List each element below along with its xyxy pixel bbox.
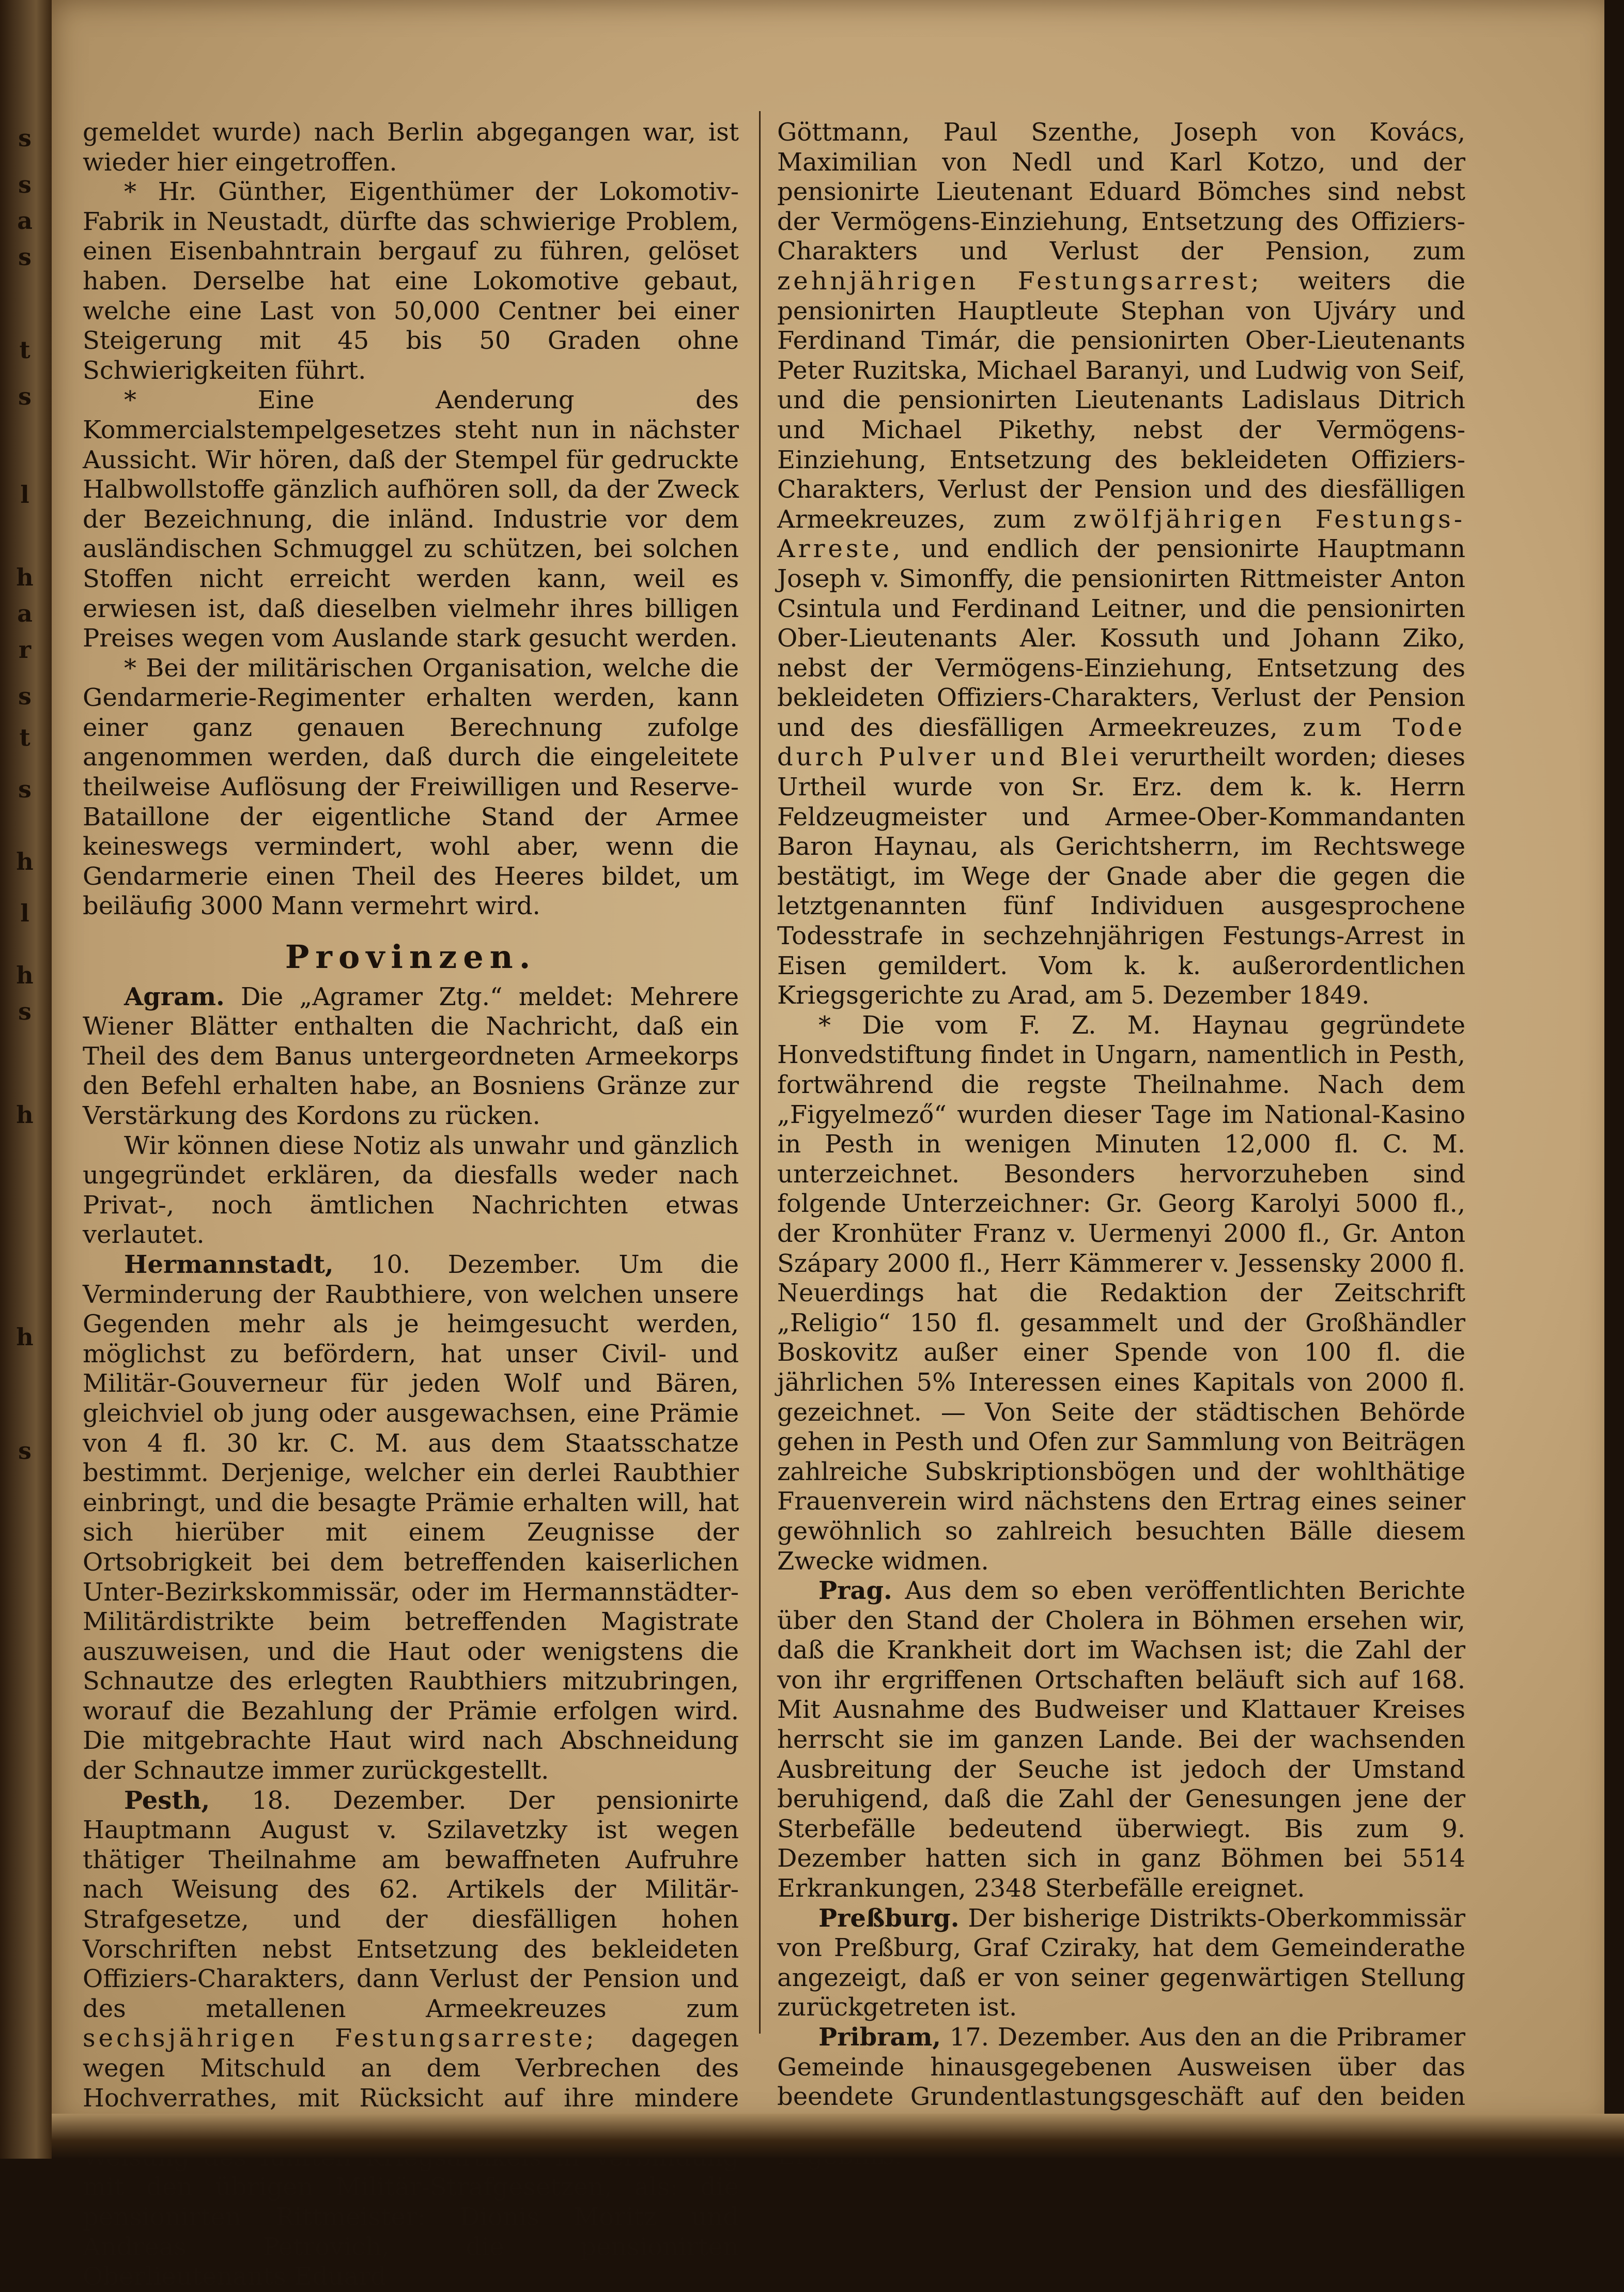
margin-fragment: s bbox=[18, 682, 32, 710]
margin-fragment: s bbox=[18, 243, 32, 271]
place-name: Pesth, bbox=[124, 1786, 210, 1815]
place-name: Agram. bbox=[124, 982, 225, 1011]
paragraph-text: dagegen wegen Mitschuld an dem Verbrechen des Hochverrathes, mit Rücksicht auf ihre mindere mit den übrigen Militär-Strafgesetzen, als: die pensionirten Rittmeister: Dionis Moritz und Andreas Petrovich, die pensionirten Oberlieutenants Eduard bbox=[83, 2024, 739, 2291]
margin-fragment: t bbox=[19, 336, 30, 364]
margin-fragment: l bbox=[20, 899, 29, 927]
paragraph: * Bei der militärischen Organisation, welche die Gendarmerie-Regimenter erhalten werden, kann einer ganz genauen Berechnung zufolge angenommen werden, daß durch die eingeleitete theilweise Auflösung der Freiwilligen und Reserve-Bataillone der eigentliche Stand der Armee keineswegs vermindert, wohl aber, wenn die Gendarmerie einen Theil des Heeres bildet, um beiläufig 3000 Mann vermehrt wird. bbox=[83, 653, 739, 921]
margin-fragment: s bbox=[18, 1437, 32, 1465]
paragraph bbox=[83, 982, 739, 1131]
place-name: Hermannstadt, bbox=[124, 1250, 334, 1279]
paragraph: Wir können diese Notiz als unwahr und gänzlich ungegründet erklären, da diesfalls weder nach Privat-, noch ämtlichen Nachrichten etwas verlautet. bbox=[83, 1131, 739, 1250]
margin-fragment: r bbox=[18, 636, 32, 664]
margin-fragment: h bbox=[16, 1101, 34, 1129]
section-heading: Provinzen. bbox=[285, 938, 537, 976]
paragraph: * Hr. Günther, Eigenthümer der Lokomotiv-Fabrik in Neustadt, dürfte das schwierige Problem, einen Eisenbahntrain bergauf zu führen, gelöset haben. Derselbe hat eine Lokomotive gebaut, welche eine Last von 50,000 Centner bei einer Steigerung mit 45 bis 50 Graden ohne Schwierigkeiten führt. bbox=[83, 177, 739, 385]
margin-fragment: l bbox=[20, 481, 29, 509]
margin-fragment: s bbox=[18, 997, 32, 1025]
margin-fragment: h bbox=[16, 563, 34, 591]
paragraph bbox=[777, 1904, 1465, 2023]
margin-fragment: s bbox=[18, 382, 32, 410]
paragraph-text: verurtheilt worden; dieses Urtheil wurde von Sr. Erz. dem k. k. Herrn Feldzeugmeister und Armee-Ober-Kommandanten Baron Haynau, als Gerichtsherrn, im Rechtswege bestätigt, im Wege der Gnade aber die gegen die letztgenannten fünf Individuen ausgesprochene Todesstrafe in sechzehnjährigen Festungs-Arrest in Eisen gemildert. Vom k. k. außerordentlichen Kriegsgerichte zu Arad, am 5. Dezember 1849. bbox=[777, 743, 1465, 1010]
sentence-spaced: zehnjährigen Festungsarrest; bbox=[777, 266, 1262, 296]
margin-fragment: a bbox=[17, 599, 33, 627]
margin-fragment: a bbox=[17, 207, 33, 235]
column-divider bbox=[759, 111, 761, 2034]
paragraph-text: 17. Dezember. Aus den an die Pribramer Gemeinde hinausgegebenen Ausweisen über das beendete Grundentlastungsgeschäft auf den beiden bbox=[777, 2023, 1465, 2112]
margin-fragment: h bbox=[16, 848, 34, 875]
paragraph-text: Der bisherige Distrikts-Oberkommissär von Preßburg, Graf Cziraky, hat dem Gemeinderathe angezeigt, daß er von seiner gegenwärtigen Stellung zurückgetreten ist. bbox=[777, 1903, 1465, 2022]
margin-fragment: s bbox=[18, 171, 32, 198]
scan-border-right bbox=[1604, 0, 1624, 2159]
left-column bbox=[83, 118, 739, 2292]
sentence-spaced: sechsjährigen Festungsarreste; bbox=[83, 2024, 597, 2053]
right-column bbox=[777, 118, 1465, 2172]
scan-border-bottom bbox=[52, 2114, 1624, 2159]
paragraph: * Eine Aenderung des Kommercialstempelgesetzes steht nun in nächster Aussicht. Wir hören, daß der Stempel für gedruckte Halbwollstoffe gänzlich aufhören soll, da der Zweck der Bezeichnung, die inländ. Industrie vor dem ausländischen Schmuggel zu schützen, bei solchen Stoffen nicht erreicht werden kann, weil es erwiesen ist, daß dieselben vielmehr ihres billigen Preises wegen vom Auslande stark gesucht werden. bbox=[83, 386, 739, 653]
paragraph: gemeldet wurde) nach Berlin abgegangen war, ist wieder hier eingetroffen. bbox=[83, 118, 739, 177]
paragraph-text: Göttmann, Paul Szenthe, Joseph von Kovács, Maximilian von Nedl und Karl Kotzo, und der pensionirte Lieutenant Eduard Bömches sind nebst der Vermögens-Einziehung, Entsetzung des Offiziers-Charakters und Verlust der Pension, zum bbox=[777, 118, 1465, 266]
paragraph bbox=[777, 1576, 1465, 1904]
paragraph-text: weiters die pensionirten Hauptleute Stephan von Ujváry und Ferdinand Timár, die pensionirten Ober-Lieutenants Peter Ruzitska, Michael Baranyi, und Ludwig von Seif, und die pensionirten Lieutenants Ladislaus Ditrich und Michael Pikethy, nebst der Vermögens-Einziehung, Entsetzung des bekleideten Offiziers-Charakters, Verlust der Pension und des diesfälligen Armeekreuzes, zum bbox=[777, 266, 1465, 534]
place-name: Pribram, bbox=[818, 2023, 941, 2052]
margin-fragment: h bbox=[16, 1323, 34, 1351]
paragraph-text: Aus dem so eben veröffentlichten Berichte über den Stand der Cholera in Böhmen ersehen wir, daß die Krankheit dort im Wachsen ist; die Zahl der von ihr ergriffenen Ortschaften beläuft sich auf 168. Mit Ausnahme des Budweiser und Klattauer Kreises herrscht sie im ganzen Lande. Bei der wachsenden Ausbreitung der Seuche ist jedoch der Umstand beruhigend, daß die Zahl der Genesungen jene der Sterbefälle bedeutend überwiegt. Bis zum 9. Dezember hatten sich in ganz Böhmen bei 5514 Erkrankungen, 2348 Sterbefälle ereignet. bbox=[777, 1576, 1465, 1903]
paragraph-text: und endlich der pensionirte Hauptmann Joseph v. Simonffy, die pensionirten Rittmeister Anton Csintula und Ferdinand Leitner, und die pensionirten Ober-Lieutenants Aler. Kossuth und Johann Ziko, nebst der Vermögens-Einziehung, Entsetzung des bekleideten Offiziers-Charakters, Verlust der Pension und des diesfälligen Armeekreuzes, bbox=[777, 534, 1465, 742]
paragraph-text: 18. Dezember. Der pensionirte Hauptmann August v. Szilavetzky ist wegen thätiger Theilnahme am bewaffneten Aufruhre nach Weisung des 62. Artikels der Militär-Strafgesetze, und der diesfälligen hohen Vorschriften nebst Entsetzung des bekleideten Offiziers-Charakters, dann Verlust der Pension und des metallenen Armeekreuzes zum bbox=[83, 1786, 739, 2023]
sentence-spaced: zum Tode durch Pulver und Blei bbox=[777, 713, 1465, 772]
paragraph-text: 10. Dezember. Um die Verminderung der Raubthiere, von welchen unsere Gegenden mehr als je heimgesucht werden, möglichst zu befördern, hat unser Civil- und Militär-Gouverneur für jeden Wolf und Bären, gleichviel ob jung oder ausgewachsen, eine Prämie von 4 fl. 30 kr. C. M. aus dem Staatsschatze bestimmt. Derjenige, welcher ein derlei Raubthier einbringt, und die besagte Prämie erhalten will, hat sich hierüber mit einem Zeugnisse der Ortsobrigkeit bei dem betreffenden kaiserlichen Unter-Bezirkskommissär, oder im Hermannstädter-Militärdistrikte beim betreffenden Magistrate auszuweisen, und die Haut oder wenigstens die Schnautze des erlegten Raubthiers mitzubringen, worauf die Bezahlung der Prämie erfolgen wird. Die mitgebrachte Haut wird nach Abschneidung der Schnautze immer zurückgestellt. bbox=[83, 1250, 739, 1786]
paragraph: * Die vom F. Z. M. Haynau gegründete Honvedstiftung findet in Ungarn, namentlich in Pesth, fortwährend die regste Theilnahme. Nach dem „Figyelmező“ wurden dieser Tage im National-Kasino in Pesth in wenigen Minuten 12,000 fl. C. M. unterzeichnet. Besonders hervorzuheben sind folgende Unterzeichner: Gr. Georg Karolyi 5000 fl., der Kronhüter Franz v. Uermenyi 2000 fl., Gr. Anton Szápary 2000 fl., Herr Kämmerer v. Jessensky 2000 fl. Neuerdings hat die Redaktion der Zeitschrift „Religio“ 150 fl. gesammelt und der Großhändler Boskovitz außer einer Spende von 100 fl. die jährlichen 5% Interessen eines Kapitals von 2000 fl. gezeichnet. — Von Seite der städtischen Behörde gehen in Pesth und Ofen zur Sammlung von Beiträgen zahlreiche Subskriptionsbögen und der wohlthätige Frauenverein wird nächstens den Ertrag eines seiner gewöhnlich so zahlreich besuchten Bälle diesem Zwecke widmen. bbox=[777, 1010, 1465, 1576]
paragraph bbox=[83, 1250, 739, 1786]
sentence-spaced: zwölfjährigen Festungs-Arreste, bbox=[777, 504, 1465, 564]
margin-fragment: h bbox=[16, 961, 34, 989]
margin-fragment: s bbox=[18, 775, 32, 803]
margin-fragment: s bbox=[18, 124, 32, 152]
place-name: Prag. bbox=[818, 1576, 892, 1606]
margin-fragment: t bbox=[19, 724, 30, 751]
paragraph-text: Die „Agramer Ztg.“ meldet: Mehrere Wiener Blätter enthalten die Nachricht, daß ein Theil des dem Banus untergeordneten Armeekorps den Befehl erhalten habe, an Bosniens Gränze zur Verstärkung des Kordons zu rücken. bbox=[83, 982, 739, 1130]
place-name: Preßburg. bbox=[818, 1903, 960, 1933]
paragraph bbox=[777, 118, 1465, 1011]
paragraph bbox=[83, 1786, 739, 2292]
left-page-fragment bbox=[0, 0, 52, 2159]
